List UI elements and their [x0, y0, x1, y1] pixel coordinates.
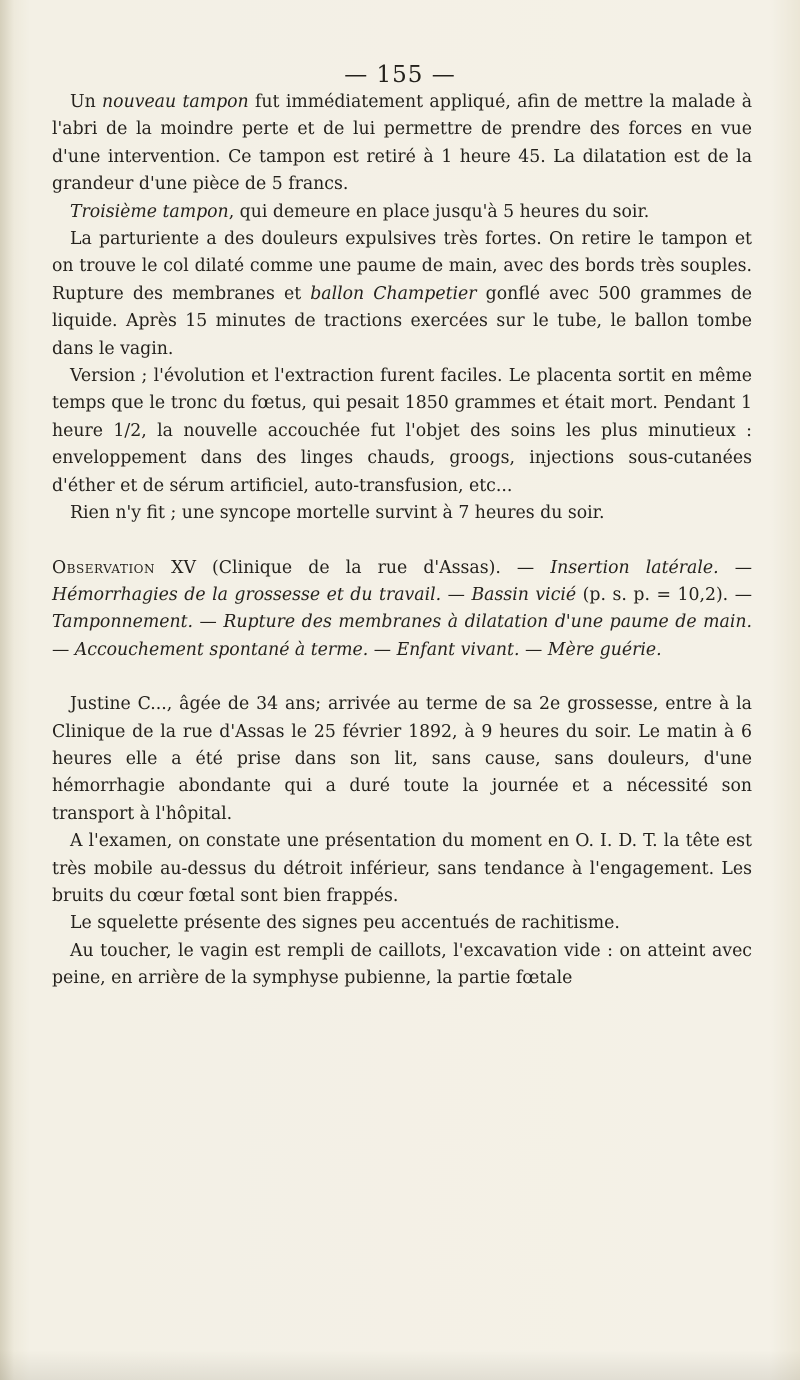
text-run: , qui demeure en place jusqu'à 5 heures du soir. — [228, 201, 650, 222]
text-run: Version ; l'évolution et l'extraction furent faciles. Le placenta sortit en même temps que le tronc du fœtus, qui pesait 1850 grammes et était mort. Pendant 1 heure 1/2, la nouvelle accouchée fut l'objet des soins les plus minutieux : enveloppement dans des linges chauds, groogs, injections sous-cutanées d'éther et de sérum artificiel, auto-transfusion, etc... — [52, 366, 752, 496]
italic-text: Tamponnement. — [52, 612, 194, 633]
text-run: (p. s. p. = 10,2). — — [576, 584, 752, 605]
italic-text: Accouchement spontané à terme. — [74, 639, 369, 660]
text-run: Le squelette présente des signes peu accentués de rachitisme. — [70, 913, 620, 934]
paragraph-p8 — [52, 828, 752, 910]
italic-text: ballon Champetier — [310, 283, 477, 304]
text-run: XV (Clinique de la rue d'Assas). — — [155, 557, 551, 578]
text-run: — — [718, 557, 753, 578]
paragraph-gap — [52, 528, 752, 555]
text-run: A l'examen, on constate une présentation du moment en O. I. D. T. la tête est très mobile au-dessus du détroit inférieur, sans tendance à l'engagement. Les bruits du cœur fœtal sont bien frappés. — [52, 831, 752, 906]
text-run: Rien n'y fit ; une syncope mortelle survint à 7 heures du soir. — [70, 503, 605, 524]
paragraph-p2 — [52, 199, 752, 226]
text-run: La parturiente a des douleurs expulsives très fortes. On retire le tampon et on trouve le col dilaté comme une paume de main, avec des bords très souples. Rupture des membranes et — [52, 229, 752, 304]
page-edge-shadow — [0, 0, 14, 1380]
italic-text: Rupture des membranes à dilatation d'une paume de main. — [223, 612, 752, 633]
paragraph-p9 — [52, 910, 752, 937]
text-run: — — [368, 639, 397, 660]
italic-text: nouveau tampon — [102, 92, 249, 112]
text-run: gonflé avec 500 grammes de liquide. Après 15 minutes de tractions exercées sur le tube, le ballon tombe dans le vagin. — [52, 283, 753, 359]
text-run: Au toucher, le vagin est rempli de caillots, l'excavation vide : on atteint avec peine, en arrière de la symphyse pubienne, la partie fœtale — [52, 940, 752, 989]
text-run: — — [193, 612, 224, 633]
italic-text: Mère guérie. — [547, 639, 662, 660]
paragraph-p10 — [52, 938, 752, 993]
text-run: Un — [70, 92, 103, 112]
body-text — [52, 89, 752, 993]
text-run: fut immédiatement appliqué, afin de mettre la malade à l'abri de la moindre perte et de lui permettre de prendre des forces en vue d'une intervention. Ce tampon est retiré à 1 heure 45. La dilatation est de la grandeur d'une pièce de 5 francs. — [52, 92, 753, 195]
text-run: — — [441, 584, 472, 605]
paragraph-p4 — [52, 363, 752, 500]
italic-text: Troisième tampon — [70, 201, 229, 222]
paragraph-p1 — [52, 89, 752, 199]
italic-text: Hémorrhagies de la grossesse et du travail. — [52, 584, 442, 605]
italic-text: Insertion latérale. — [550, 557, 719, 578]
paragraph-p5 — [52, 500, 752, 527]
paragraph-p6 — [52, 555, 752, 665]
paragraph-p3 — [52, 226, 752, 363]
small-caps-text: Observation — [52, 557, 156, 578]
text-run: — — [519, 639, 548, 660]
paragraph-p7 — [52, 691, 752, 828]
text-run: — — [52, 639, 75, 660]
text-run: Justine C..., âgée de 34 ans; arrivée au terme de sa 2e grossesse, entre à la Clinique de la rue d'Assas le 25 février 1892, à 9 heures du soir. Le matin à 6 heures elle a été prise dans son lit, sans cause, sans douleurs, d'une hémorrhagie abondante qui a duré toute la journée et a nécessité son transport à l'hôpital. — [52, 694, 752, 824]
paragraph-gap — [52, 664, 752, 691]
page-bottom-shadow — [0, 1350, 800, 1380]
italic-text: Enfant vivant. — [396, 639, 520, 660]
page-number: — 155 — — [344, 62, 456, 88]
italic-text: Bassin vicié — [471, 584, 577, 605]
